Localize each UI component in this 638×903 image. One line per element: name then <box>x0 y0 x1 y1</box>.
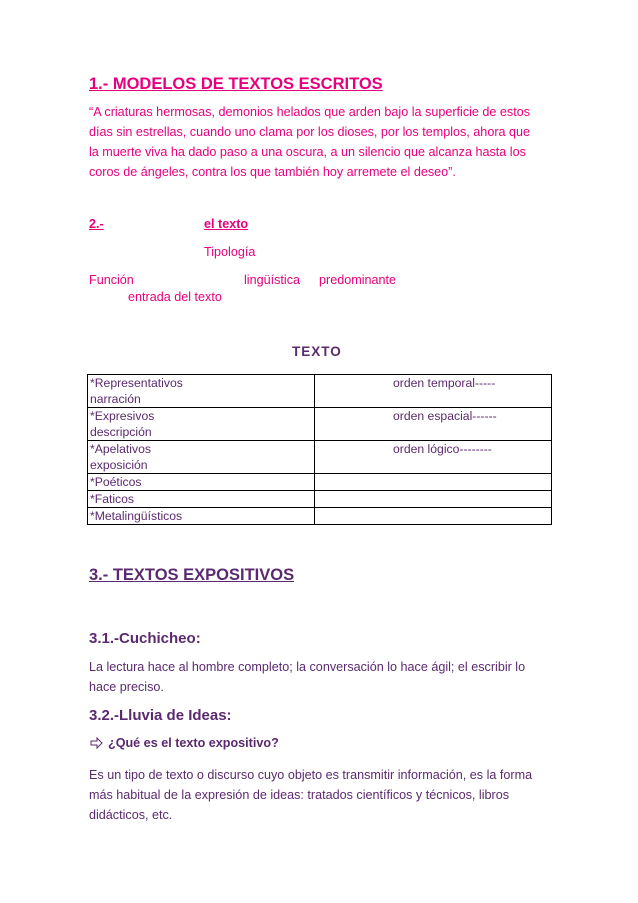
answer-line-2: más habitual de la expresión de ideas: tratados científicos y técnicos, libros <box>89 788 510 802</box>
cell-text: narración <box>90 392 141 406</box>
table-cell-left <box>88 441 315 474</box>
cuchicheo-line-1: La lectura hace al hombre completo; la conversación lo hace ágil; el escribir lo <box>89 660 526 674</box>
table-title: TEXTO <box>292 344 342 359</box>
table-cell-left <box>88 408 315 441</box>
text-types-table <box>87 374 552 525</box>
cuchicheo-heading: 3.1.-Cuchicheo: <box>89 630 201 647</box>
linguistica-label: lingüística <box>244 273 301 287</box>
cell-text: exposición <box>90 458 148 472</box>
question-text: ¿Qué es el texto expositivo? <box>108 736 279 750</box>
arrow-right-icon <box>90 736 103 754</box>
table-row <box>88 375 552 408</box>
cell-text: orden lógico-------- <box>393 442 492 456</box>
quote-line-3: la muerte viva ha dado paso a una oscura, a un silencio que alcanza hasta los <box>89 145 526 159</box>
tipologia-label: Tipología <box>204 245 256 259</box>
quote-line-1: “A criaturas hermosas, demonios helados que arden bajo la superficie de estos <box>89 105 531 119</box>
table-cell-left: *Faticos <box>88 491 315 508</box>
cell-text: *Expresivos <box>90 409 155 423</box>
table-cell-right <box>315 408 552 441</box>
cell-text: descripción <box>90 425 152 439</box>
table-cell-right <box>315 474 552 491</box>
el-texto-link[interactable]: el texto <box>204 217 249 231</box>
table-cell-right <box>315 491 552 508</box>
table-cell-left: *Poéticos <box>88 474 315 491</box>
cell-text: *Apelativos <box>90 442 151 456</box>
table-cell-left: *Metalingüísticos <box>88 508 315 525</box>
section-2-number: 2.- <box>89 217 104 231</box>
table-row <box>88 491 552 508</box>
quote-line-4: coros de ángeles, contra los que también hoy arremete el deseo”. <box>89 165 456 179</box>
cell-text: orden espacial------ <box>393 409 497 423</box>
cuchicheo-line-2: hace preciso. <box>89 680 164 694</box>
table-cell-right <box>315 375 552 408</box>
quote-line-2: días sin estrellas, cuando uno clama por los dioses, por los templos, ahora que <box>89 125 531 139</box>
cell-text: *Representativos <box>90 376 183 390</box>
table-row <box>88 474 552 491</box>
table-row <box>88 508 552 525</box>
section-1-heading: 1.- MODELOS DE TEXTOS ESCRITOS <box>89 75 383 93</box>
table-cell-left <box>88 375 315 408</box>
predominante-label: predominante <box>319 273 397 287</box>
answer-line-3: didácticos, etc. <box>89 808 173 822</box>
entrada-label: entrada del texto <box>128 290 222 304</box>
table-row <box>88 408 552 441</box>
section-3-heading: 3.- TEXTOS EXPOSITIVOS <box>89 566 295 584</box>
funcion-label: Función <box>89 273 134 287</box>
answer-line-1: Es un tipo de texto o discurso cuyo objeto es transmitir información, es la forma <box>89 768 533 782</box>
table-cell-right <box>315 508 552 525</box>
table-cell-right <box>315 441 552 474</box>
lluvia-heading: 3.2.-Lluvia de Ideas: <box>89 707 232 724</box>
cell-text: orden temporal----- <box>393 376 496 390</box>
table-row <box>88 441 552 474</box>
